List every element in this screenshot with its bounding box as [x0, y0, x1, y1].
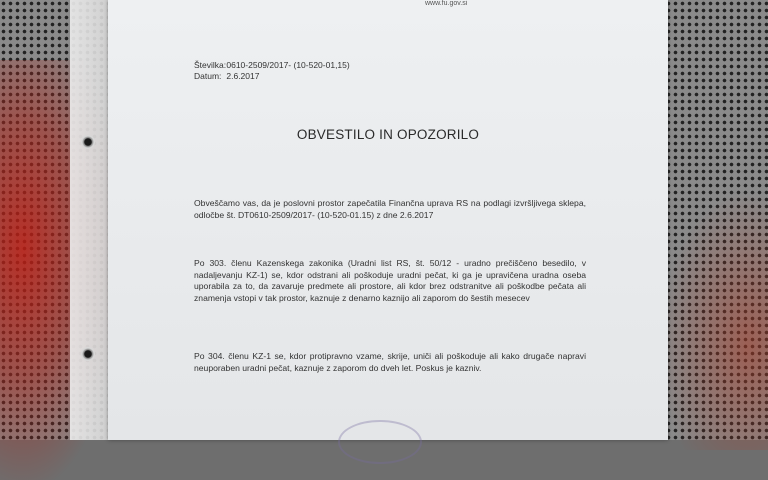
- red-reflection-right: [658, 190, 768, 450]
- notice-paragraph-2: Po 303. členu Kazenskega zakonika (Uradni list RS, št. 50/12 - uradno prečiščeno besedilo, v nadaljevanju KZ-1) se, kdor odstrani ali poškoduje uradni pečat, ki ga je upravičena uradna oseba uporabila za to, da zavaruje predmete ali prostore, ali kdor brez odstranitve ali poškodbe pečata ali znamenja vstopi v tak prostor, kaznuje z denarno kaznijo ali zaporom do šestih mesecev: [194, 258, 586, 303]
- reference-number-label: Številka:: [194, 60, 227, 70]
- reference-date-row: [194, 71, 350, 82]
- header-url: www.fu.gov.si: [425, 0, 468, 7]
- reference-number-value: 0610-2509/2017- (10-520-01,15): [226, 60, 350, 70]
- notice-document: [108, 0, 668, 440]
- reference-number-row: [194, 60, 350, 71]
- reference-date-label: Datum:: [194, 71, 222, 81]
- notice-title: OBVESTILO IN OPOZORILO: [296, 127, 480, 142]
- punch-hole-icon: [81, 347, 95, 361]
- notice-paragraph-1: Obveščamo vas, da je poslovni prostor zapečatila Finančna uprava RS na podlagi izvršljivega sklepa, odločbe št. DT0610-2509/2017- (10-520-01.15) z dne 2.6.2017: [194, 198, 586, 220]
- punch-hole-icon: [81, 135, 95, 149]
- notice-paragraph-3: Po 304. členu KZ-1 se, kdor protipravno vzame, skrije, uniči ali poškoduje ali kako drugače napravi neuporaben uradni pečat, kaznuje z zaporom do dveh let. Poskus je kazniv.: [194, 351, 586, 373]
- reference-date-value: 2.6.2017: [226, 71, 260, 81]
- reference-block: [194, 60, 350, 82]
- official-stamp: [338, 420, 422, 464]
